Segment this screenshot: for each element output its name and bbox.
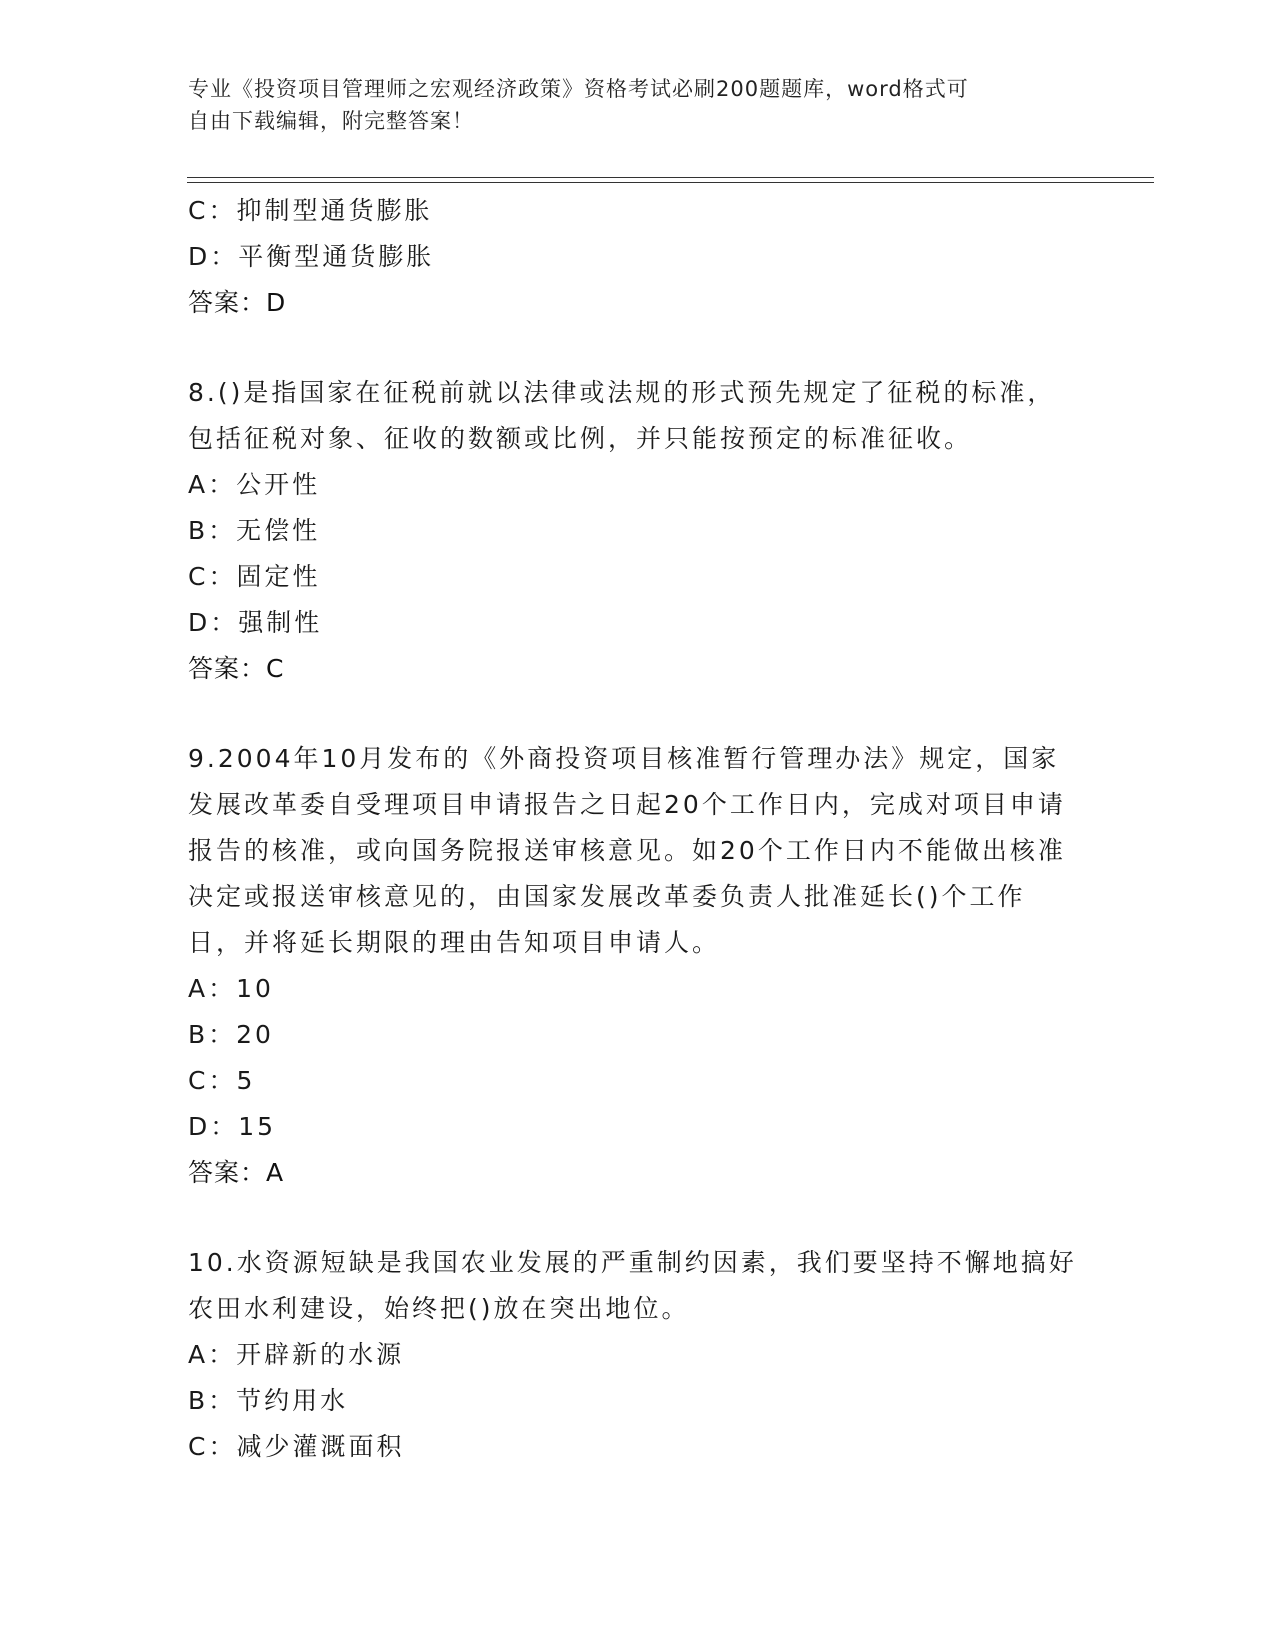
option-c: C：抑制型通货膨胀 [188,196,433,225]
option-b: B：无偿性 [188,516,321,545]
option-b: B：20 [188,1020,274,1049]
option-c: C：固定性 [188,562,321,591]
question-stem: 8.()是指国家在征税前就以法律或法规的形式预先规定了征税的标准，包括征税对象、征收的数额或比例，并只能按预定的标准征收。 [188,378,1056,453]
answer: 答案：A [188,1158,285,1187]
option-a: A：开辟新的水源 [188,1340,405,1369]
question-7-tail [188,188,1078,326]
question-10 [188,1240,1078,1470]
option-d: D：15 [188,1112,277,1141]
option-d: D：强制性 [188,608,323,637]
option-c: C：5 [188,1066,256,1095]
question-9 [188,736,1078,1196]
option-d: D：平衡型通货膨胀 [188,242,435,271]
document-header [188,73,1088,137]
header-line-1: 专业《投资项目管理师之宏观经济政策》资格考试必刷200题题库，word格式可 [188,77,969,101]
header-divider-bottom [187,182,1154,183]
question-stem: 10.水资源短缺是我国农业发展的严重制约因素，我们要坚持不懈地搞好农田水利建设，始终把()放在突出地位。 [188,1248,1077,1323]
answer: 答案：D [188,288,287,317]
option-a: A：公开性 [188,470,321,499]
option-a: A：10 [188,974,274,1003]
header-divider-top [187,177,1154,178]
question-stem: 9.2004年10月发布的《外商投资项目核准暂行管理办法》规定，国家发展改革委自受理项目申请报告之日起20个工作日内，完成对项目申请报告的核准，或向国务院报送审核意见。如20个工作日内不能做出核准决定或报送审核意见的，由国家发展改革委负责人批准延长()个工作日，并将延长期限的理由告知项目申请人。 [188,744,1066,957]
header-line-2: 自由下载编辑，附完整答案！ [188,109,474,133]
answer: 答案：C [188,654,285,683]
option-b: B：节约用水 [188,1386,349,1415]
option-c: C：减少灌溉面积 [188,1432,405,1461]
question-list [188,188,1078,1470]
question-8 [188,370,1078,692]
